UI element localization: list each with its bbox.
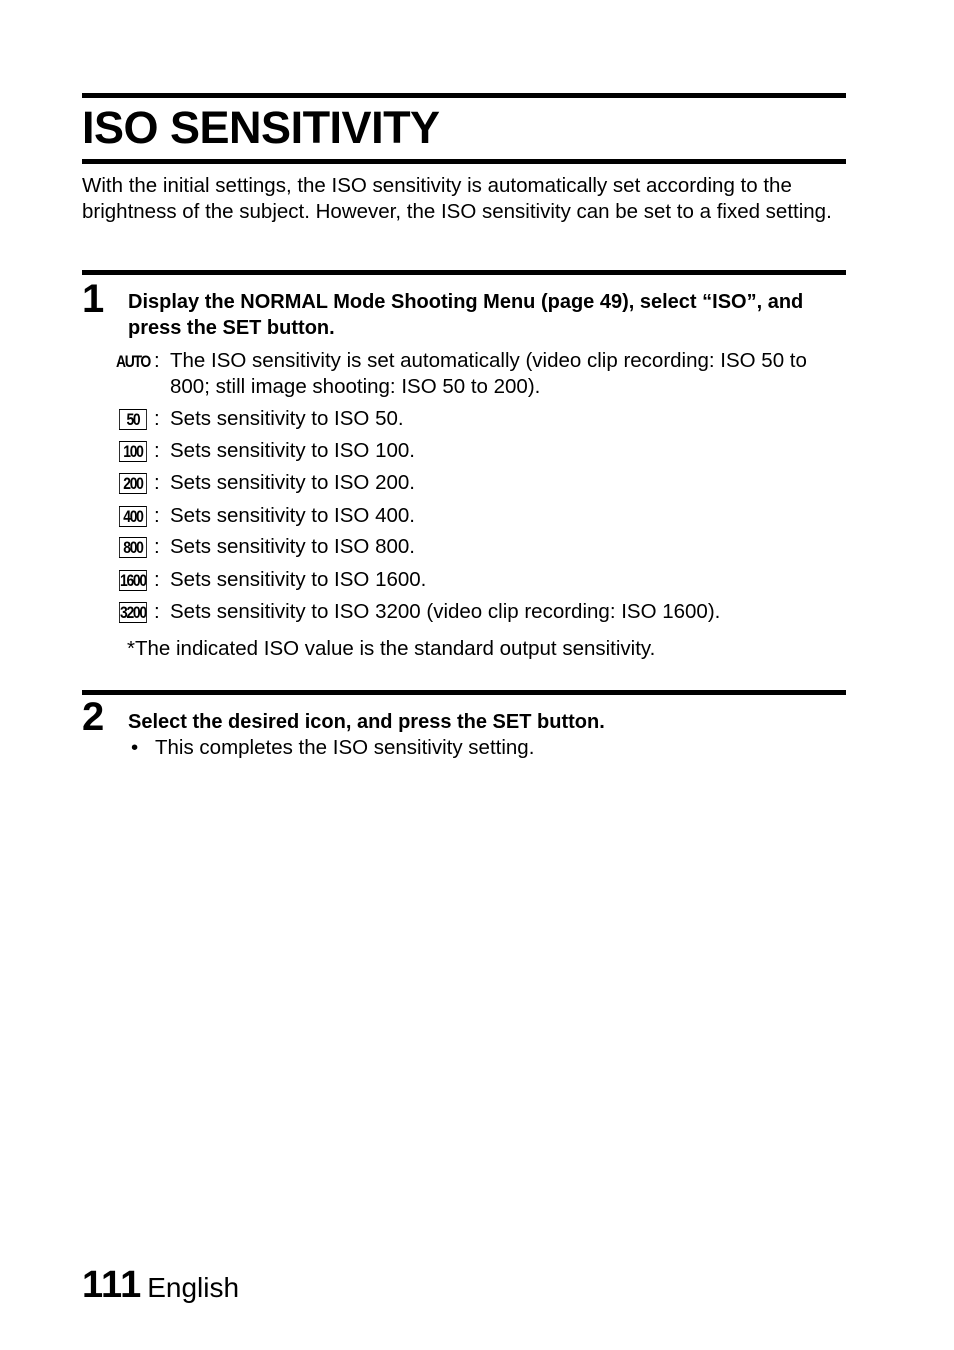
option-separator: : [154,349,160,372]
option-row-50 [119,406,849,432]
option-separator: : [154,535,160,558]
iso-100-icon: 100 [119,441,147,462]
option-separator: : [154,407,160,430]
step2-number: 2 [82,695,105,739]
step1-heading: Display the NORMAL Mode Shooting Menu (page 49), select “ISO”, and press the SET button. [128,291,804,339]
option-description: Sets sensitivity to ISO 400. [170,504,415,527]
iso-200-icon: 200 [119,473,147,494]
page-footer [82,1264,239,1307]
page-number: 111 [82,1264,142,1306]
option-separator: : [154,439,160,462]
option-separator: : [154,471,160,494]
option-row-800 [119,534,849,560]
option-description: Sets sensitivity to ISO 200. [170,471,415,494]
iso-400-icon: 400 [119,506,147,527]
option-row-1600 [119,567,849,593]
option-description: Sets sensitivity to ISO 3200 (video clip recording: ISO 1600). [170,600,721,623]
iso-800-icon: 800 [119,537,147,558]
option-description: The ISO sensitivity is set automatically (video clip recording: ISO 50 to 800; still image shooting: ISO 50 to 200). [170,349,807,398]
option-row-400 [119,503,849,529]
iso-footnote: *The indicated ISO value is the standard output sensitivity. [127,637,656,660]
step2-rule [82,690,846,695]
option-separator: : [154,568,160,591]
option-row-3200 [119,599,849,625]
option-separator: : [154,504,160,527]
bullet-mark: • [131,736,139,759]
option-row-200 [119,470,849,496]
language-label: English [147,1272,240,1303]
step1-number: 1 [82,277,105,321]
step2-bullet-text: This completes the ISO sensitivity setting. [155,736,535,759]
option-row-auto [115,348,849,400]
iso-50-icon: 50 [119,409,147,430]
step2-heading: Select the desired icon, and press the SET button. [128,711,605,733]
option-description: Sets sensitivity to ISO 1600. [170,568,427,591]
option-row-100 [119,438,849,464]
step1-rule [82,270,846,275]
iso-1600-icon: 1600 [120,570,146,590]
option-separator: : [154,600,160,623]
iso-auto-icon: AUTO [115,351,150,371]
option-description: Sets sensitivity to ISO 100. [170,439,415,462]
option-description: Sets sensitivity to ISO 800. [170,535,415,558]
page-title: ISO SENSITIVITY [82,102,440,153]
option-description: Sets sensitivity to ISO 50. [170,407,404,430]
iso-3200-icon: 3200 [120,602,146,622]
intro-paragraph: With the initial settings, the ISO sensitivity is automatically set according to the brightness of the subject. However, the ISO sensitivity can be set to a fixed setting. [82,174,832,223]
title-bottom-rule [82,159,846,164]
step2-bullet [131,735,534,761]
